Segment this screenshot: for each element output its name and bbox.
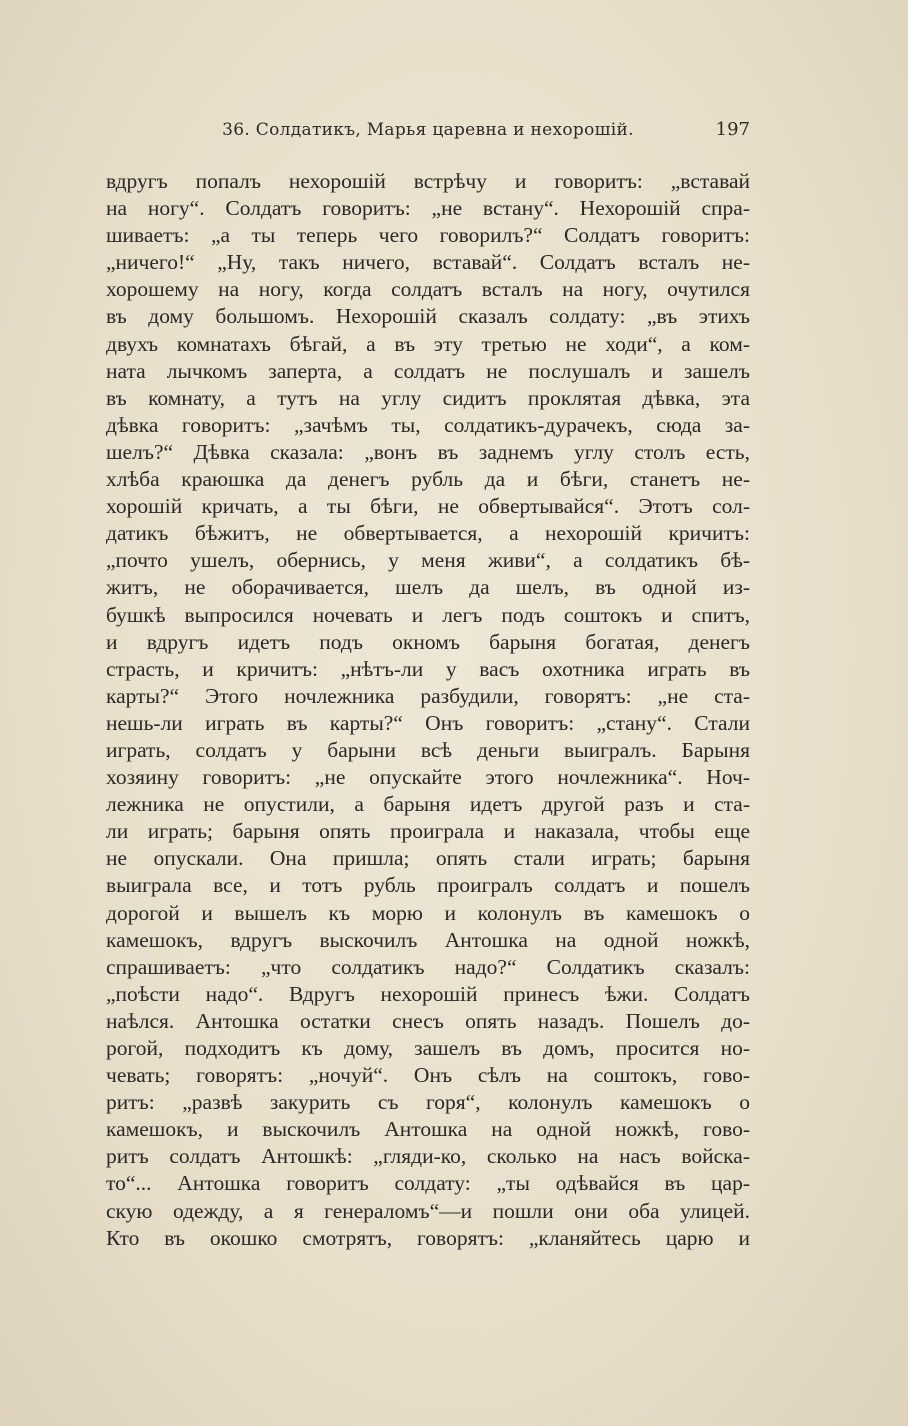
- text-line: хозяину говоритъ: „не опускайте этого ночлежника“. Ноч-: [106, 765, 750, 790]
- text-line: житъ, не оборачивается, шелъ да шелъ, въ одной из-: [106, 575, 750, 600]
- text-line: двухъ комнатахъ бѣгай, а въ эту третью не ходи“, а ком-: [106, 331, 750, 356]
- text-line: то“... Антошка говоритъ солдату: „ты одѣвайся въ цар-: [106, 1171, 750, 1196]
- text-line: въ дому большомъ. Нехорошій сказалъ солдату: „въ этихъ: [106, 304, 750, 329]
- text-line: рогой, подходитъ къ дому, зашелъ въ домъ, просится но-: [106, 1036, 750, 1060]
- running-title: 36. Солдатикъ, Марья царевна и нехорошій.: [222, 120, 634, 140]
- text-line: хлѣба краюшка да денегъ рубль да и бѣги, станетъ не-: [106, 467, 750, 492]
- text-line: на ногу“. Солдатъ говоритъ: „не встану“. Нехорошій спра-: [106, 196, 750, 221]
- text-line: „почто ушелъ, обернись, у меня живи“, а солдатикъ бѣ-: [106, 548, 750, 573]
- text-line: выиграла все, и тотъ рубль проигралъ солдатъ и пошелъ: [106, 873, 750, 898]
- text-line: хорошій кричать, а ты бѣги, не обвертывайся“. Этотъ сол-: [106, 494, 750, 519]
- page-header: [106, 116, 750, 146]
- text-line: играть, солдатъ у барыни всѣ деньги выигралъ. Барыня: [106, 737, 750, 762]
- text-line: нешь-ли играть въ карты?“ Онъ говоритъ: „стану“. Стали: [106, 710, 750, 735]
- text-line: ритъ: „развѣ закурить съ горя“, колонулъ камешокъ о: [106, 1090, 750, 1115]
- text-line: бушкѣ выпросился ночевать и легъ подъ соштокъ и спитъ,: [106, 602, 750, 627]
- text-line: чевать; говорятъ: „ночуй“. Онъ сѣлъ на соштокъ, гово-: [106, 1063, 750, 1088]
- text-line: „ничего!“ „Ну, такъ ничего, вставай“. Солдатъ всталъ не-: [106, 250, 750, 275]
- text-line: страсть, и кричитъ: „нѣтъ-ли у васъ охотника играть въ: [106, 656, 750, 681]
- text-line: вдругъ попалъ нехорошій встрѣчу и говоритъ: „вставай: [106, 169, 750, 193]
- text-line: спрашиваетъ: „что солдатикъ надо?“ Солдатикъ сказалъ:: [106, 954, 750, 979]
- text-line: шелъ?“ Дѣвка сказала: „вонъ въ заднемъ углу столъ есть,: [106, 439, 750, 464]
- text-line: камешокъ, вдругъ выскочилъ Антошка на одной ножкѣ,: [106, 927, 750, 952]
- text-line: камешокъ, и выскочилъ Антошка на одной ножкѣ, гово-: [106, 1117, 750, 1142]
- text-line: ли играть; барыня опять проиграла и наказала, чтобы еще: [106, 819, 750, 844]
- body-text: [106, 168, 750, 1252]
- text-line: и вдругъ идетъ подъ окномъ барыня богатая, денегъ: [106, 629, 750, 654]
- text-line: хорошему на ногу, когда солдатъ всталъ на ногу, очутился: [106, 277, 750, 302]
- text-line: датикъ бѣжитъ, не обвертывается, а нехорошій кричитъ:: [106, 521, 750, 546]
- text-line: карты?“ Этого ночлежника разбудили, говорятъ: „не ста-: [106, 683, 750, 708]
- text-line: „поѣсти надо“. Вдругъ нехорошій принесъ ѣжи. Солдатъ: [106, 981, 750, 1006]
- page-number: 197: [715, 119, 750, 140]
- text-line: ритъ солдатъ Антошкѣ: „гляди-ко, сколько на насъ войска-: [106, 1144, 750, 1169]
- text-line: лежника не опустили, а барыня идетъ другой разъ и ста-: [106, 792, 750, 817]
- text-line: скую одежду, а я генераломъ“—и пошли они оба улицей.: [106, 1198, 750, 1223]
- text-line: не опускали. Она пришла; опять стали играть; барыня: [106, 846, 750, 871]
- text-line: дѣвка говоритъ: „зачѣмъ ты, солдатикъ-дурачекъ, сюда за-: [106, 412, 750, 437]
- text-line: дорогой и вышелъ къ морю и колонулъ въ камешокъ о: [106, 900, 750, 925]
- text-line: шиваетъ: „а ты теперь чего говорилъ?“ Солдатъ говоритъ:: [106, 223, 750, 248]
- text-line: ната лычкомъ заперта, а солдатъ не послушалъ и зашелъ: [106, 358, 750, 383]
- text-line: Кто въ окошко смотрятъ, говорятъ: „кланяйтесь царю и: [106, 1225, 750, 1250]
- text-line: въ комнату, а тутъ на углу сидитъ проклятая дѣвка, эта: [106, 385, 750, 410]
- text-line: наѣлся. Антошка остатки снесъ опять назадъ. Пошелъ до-: [106, 1008, 750, 1033]
